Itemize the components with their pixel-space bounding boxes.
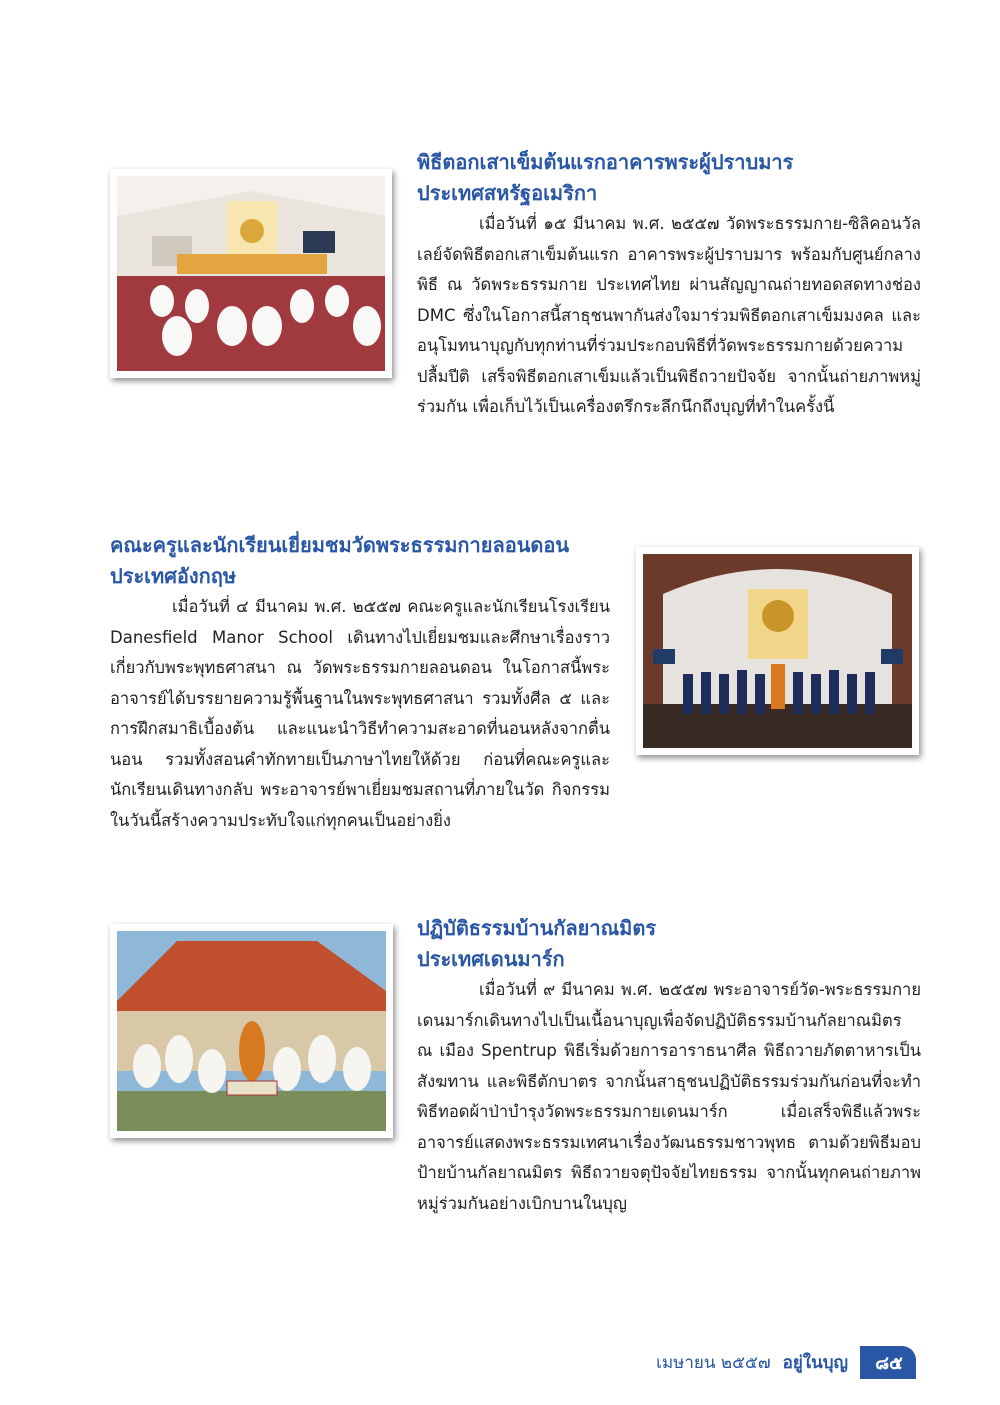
article-title-line2: ประเทศอังกฤษ <box>110 564 237 588</box>
article-body-text: เมื่อวันที่ ๙ มีนาคม พ.ศ. ๒๕๕๗ พระอาจารย์วัด-พระธรรมกายเดนมาร์กเดินทางไปเป็นเนื้อนาบุญเพื่อจัดปฏิบัติธรรมบ้านกัลยาณมิตร ณ เมือง Spentrup พิธีเริ่มด้วยการอาราธนาศีล พิธีถวายภัตตาหารเป็นสังฆทาน และพิธีตักบาตร จากนั้นสาธุชนปฏิบัติธรรมร่วมกันก่อนที่จะทำพิธีทอดผ้าป่าบำรุงวัดพระธรรมกายเดนมาร์ก เมื่อเสร็จพิธีแล้วพระอาจารย์แสดงพระธรรมเทศนาเรื่องวัฒนธรรมชาวพุทธ ตามด้วยพิธีมอบป้ายบ้านกัลยาณมิตร พิธีถวายจตุปัจจัยไทยธรรม จากนั้นทุกคนถ่ายภาพหมู่ร่วมกันอย่างเบิกบานในบุญ <box>417 980 921 1213</box>
photo-image <box>117 931 386 1131</box>
photo-image <box>117 176 385 371</box>
article-title-line2: ประเทศสหรัฐอเมริกา <box>417 181 598 205</box>
article-usa <box>417 147 921 423</box>
photo-denmark <box>110 924 393 1138</box>
article-body <box>417 209 921 423</box>
photo-students-uk <box>636 547 919 755</box>
photo-image <box>643 554 912 748</box>
article-title-line2: ประเทศเดนมาร์ก <box>417 947 565 971</box>
article-title <box>110 530 610 592</box>
article-title <box>417 147 921 209</box>
article-title-line1: พิธีตอกเสาเข็มต้นแรกอาคารพระผู้ปราบมาร <box>417 150 794 174</box>
article-title-line1: ปฏิบัติธรรมบ้านกัลยาณมิตร <box>417 916 657 940</box>
article-body-text: เมื่อวันที่ ๑๕ มีนาคม พ.ศ. ๒๕๕๗ วัดพระธรรมกาย-ซิลิคอนวัลเลย์จัดพิธีตอกเสาเข็มต้นแรก อาคารพระผู้ปราบมาร พร้อมกับศูนย์กลางพิธี ณ วัดพระธรรมกาย ประเทศไทย ผ่านสัญญาณถ่ายทอดสดทางช่อง DMC ซึ่งในโอกาสนี้สาธุชนพากันส่งใจมาร่วมพิธีตอกเสาเข็มมงคล และอนุโมทนาบุญกับทุกท่านที่ร่วมประกอบพิธีที่วัดพระธรรมกายด้วยความปลื้มปีติ เสร็จพิธีตอกเสาเข็มแล้วเป็นพิธีถวายปัจจัย จากนั้นถ่ายภาพหมู่ร่วมกัน เพื่อเก็บไว้เป็นเครื่องตรึกระลึกนึกถึงบุญที่ทำในครั้งนี้ <box>417 214 921 416</box>
article-uk <box>110 530 610 836</box>
article-title <box>417 913 921 975</box>
magazine-name: อยู่ในบุญ <box>782 1352 848 1373</box>
article-body <box>417 975 921 1219</box>
issue-date: เมษายน ๒๕๕๗ <box>656 1352 771 1373</box>
photo-ceremony-usa <box>110 169 392 378</box>
article-title-line1: คณะครูและนักเรียนเยี่ยมชมวัดพระธรรมกายลอนดอน <box>110 533 570 557</box>
article-body-text: เมื่อวันที่ ๔ มีนาคม พ.ศ. ๒๕๕๗ คณะครูและนักเรียนโรงเรียน Danesfield Manor School เดินทางไปเยี่ยมชมและศึกษาเรื่องราวเกี่ยวกับพระพุทธศาสนา ณ วัดพระธรรมกายลอนดอน ในโอกาสนี้พระอาจารย์ได้บรรยายความรู้พื้นฐานในพระพุทธศาสนา รวมทั้งศีล ๕ และการฝึกสมาธิเบื้องต้น และแนะนำวิธีทำความสะอาดที่นอนหลังจากตื่นนอน รวมทั้งสอนคำทักทายเป็นภาษาไทยให้ด้วย ก่อนที่คณะครูและนักเรียนเดินทางกลับ พระอาจารย์พาเยี่ยมชมสถานที่ภายในวัด กิจกรรมในวันนี้สร้างความประทับใจแก่ทุกคนเป็นอย่างยิ่ง <box>110 597 610 830</box>
page-footer <box>656 1348 916 1376</box>
article-denmark <box>417 913 921 1219</box>
page-number: ๘๕ <box>860 1346 916 1379</box>
article-body <box>110 592 610 836</box>
